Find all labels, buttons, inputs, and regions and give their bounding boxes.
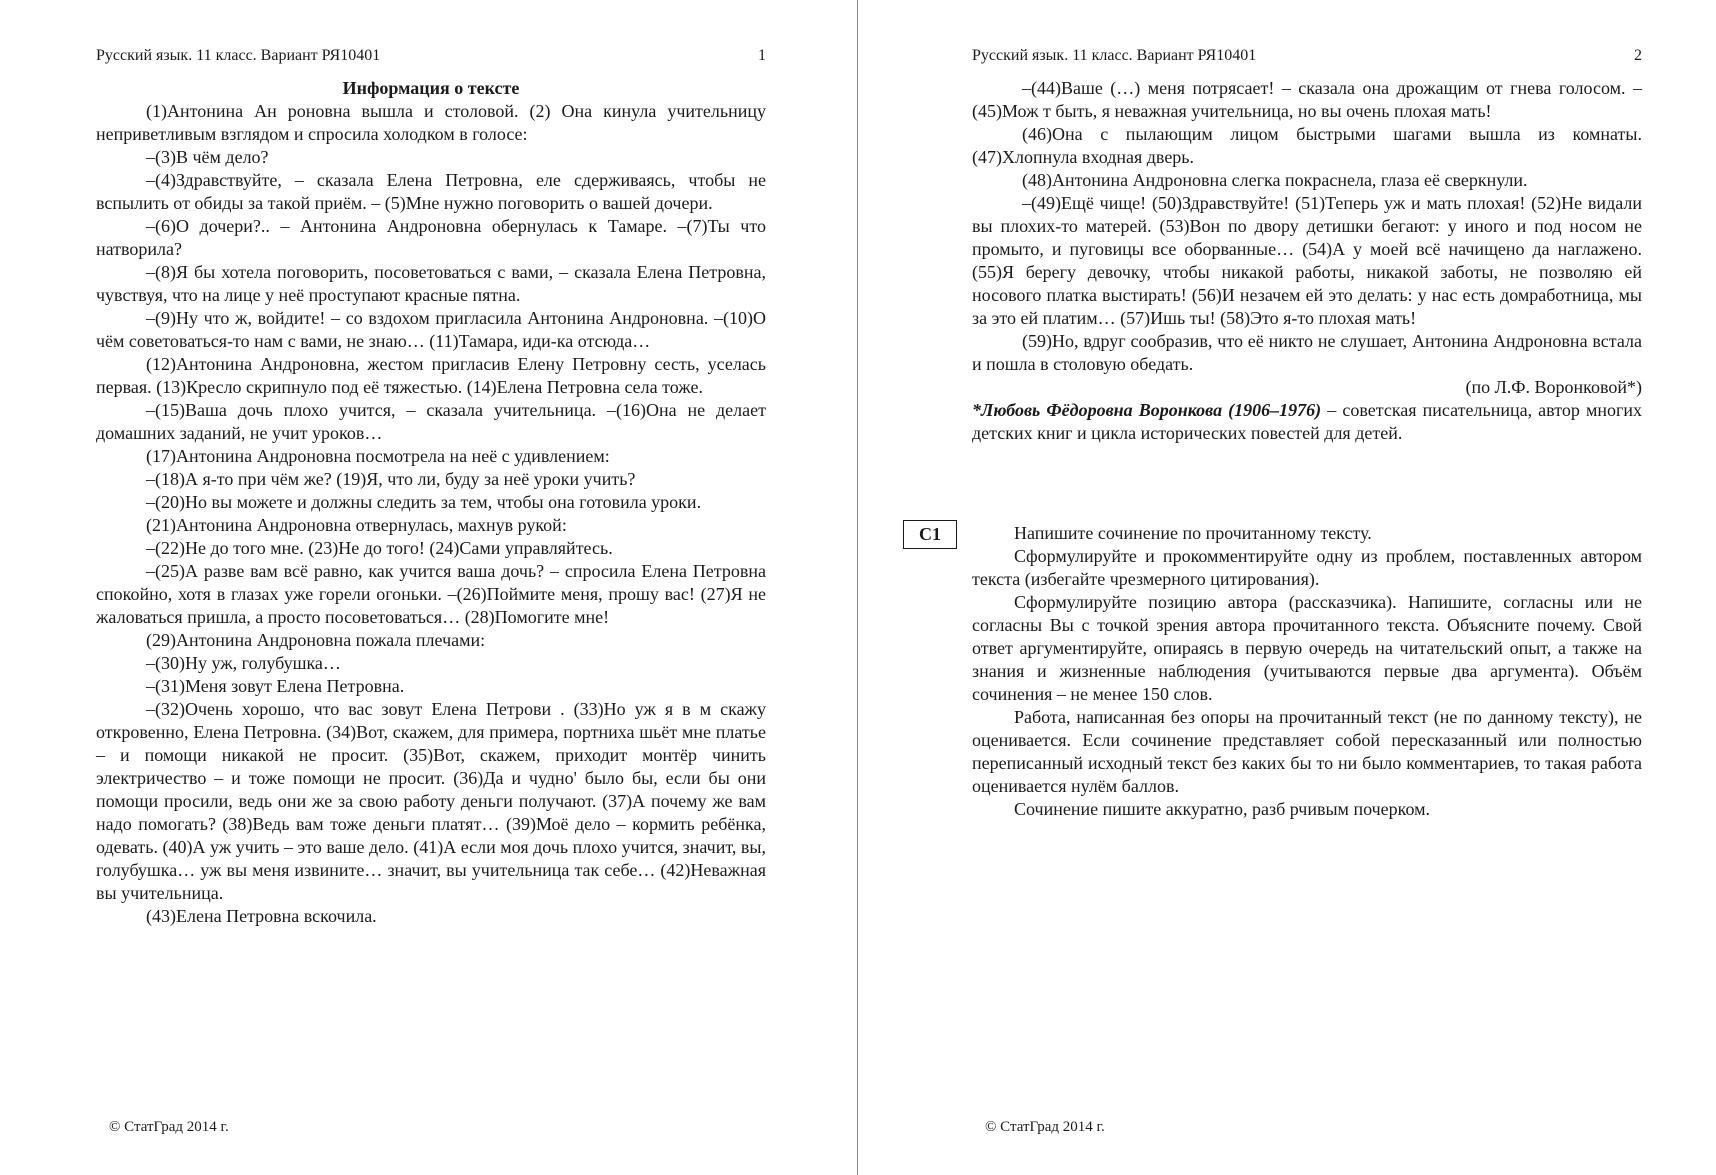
paragraph: (46)Она с пылающим лицом быстрыми шагами вышла из комнаты. (47)Хлопнула входная дверь. — [972, 124, 1642, 167]
source-attribution: (по Л.Ф. Воронковой*) — [1465, 377, 1642, 397]
page-number: 2 — [1634, 47, 1642, 64]
paragraph: –(30)Ну уж, голубушка… — [146, 653, 341, 673]
paragraph: –(22)Не до того мне. (23)Не до того! (24)Сами управляйтесь. — [146, 538, 613, 558]
footnote-author-name: *Любовь Фёдоровна Воронкова (1906–1976) — [972, 400, 1322, 420]
paragraph: –(25)А разве вам всё равно, как учится ваша дочь? – спросила Елена Петровна спокойно, хотя в глазах уже горели огоньки. –(26)Поймите меня, прошу вас! (27)Я не жаловаться пришла, а просто посоветоваться… (28)Помогите мне! — [96, 561, 766, 627]
header-subject: Русский язык. 11 класс. Вариант РЯ10401 — [96, 47, 381, 64]
task-paragraph: Сформулируйте позицию автора (рассказчика). Напишите, согласны или не согласны Вы с точкой зрения автора прочитанного текста. Объясните почему. Свой ответ аргументируйте, опираясь в первую очередь на читательский опыт, а также на знания и жизненные наблюдения (учитываются первые два аргумента). Объём сочинения – не менее 150 слов. — [972, 592, 1642, 704]
paragraph: (59)Но, вдруг сообразив, что её никто не слушает, Антонина Андроновна встала и пошла в столовую обедать. — [972, 331, 1642, 374]
paragraph: –(18)А я-то при чём же? (19)Я, что ли, буду за неё уроки учить? — [146, 469, 636, 489]
paragraph: –(31)Меня зовут Елена Петровна. — [146, 676, 405, 696]
page-header — [972, 46, 1642, 66]
paragraph: –(44)Ваше (…) меня потрясает! – сказала она дрожащим от гнева голосом. –(45)Мож т быть, я неважная учительница, но вы очень плохая мать! — [972, 78, 1642, 121]
task-paragraph: Сформулируйте и прокомментируйте одну из проблем, поставленных автором текста (избегайте чрезмерного цитирования). — [972, 546, 1642, 589]
paragraph: –(6)О дочери?.. – Антонина Андроновна обернулась к Тамаре. –(7)Ты что натворила? — [96, 216, 766, 259]
text-body — [972, 77, 1642, 445]
page-footer: © СтатГрад 2014 г. — [109, 1119, 229, 1135]
task-paragraph: Сочинение пишите аккуратно, разб рчивым почерком. — [1014, 799, 1431, 819]
page-divider — [857, 0, 858, 1175]
task-paragraph: Напишите сочинение по прочитанному тексту. — [1014, 523, 1372, 543]
paragraph: (17)Антонина Андроновна посмотрела на неё с удивлением: — [146, 446, 610, 466]
paragraph: (43)Елена Петровна вскочила. — [146, 906, 377, 926]
section-title: Информация о тексте — [342, 78, 520, 98]
paragraph: –(4)Здравствуйте, – сказала Елена Петровна, еле сдерживаясь, чтобы не вспылить от обиды за такой приём. – (5)Мне нужно поговорить о вашей дочери. — [96, 170, 766, 213]
page-header — [96, 46, 766, 66]
paragraph: (12)Антонина Андроновна, жестом пригласив Елену Петровну сесть, уселась первая. (13)Кресло скрипнуло под её тяжестью. (14)Елена Петровна села тоже. — [96, 354, 766, 397]
header-subject: Русский язык. 11 класс. Вариант РЯ10401 — [972, 47, 1257, 64]
paragraph: (29)Антонина Андроновна пожала плечами: — [146, 630, 486, 650]
paragraph: –(32)Очень хорошо, что вас зовут Елена Петрови . (33)Но уж я в м скажу откровенно, Елена Петровна. (34)Вот, скажем, для примера, портниха шьёт мне платье – и помощи никакой не просит. (35)Вот, скажем, приходит монтёр чинить электричество – и тоже помощи не просит. (36)Да и чудно' было бы, если бы они помощи просили, ведь они же за свою работу деньги получают. (37)А почему же вам надо помогать? (38)Ведь вам тоже деньги платят… (39)Моё дело – кормить ребёнка, одевать. (40)А уж учить – это ваше дело. (41)А если моя дочь плохо учится, значит, вы, голубушка… уж вы меня извините… значит, вы учительница так себе… (42)Неважная вы учительница. — [96, 699, 766, 903]
paragraph: (48)Антонина Андроновна слегка покраснела, глаза её сверкнули. — [1022, 170, 1528, 190]
paragraph: –(9)Ну что ж, войдите! – со вздохом пригласила Антонина Андроновна. –(10)О чём советоваться-то нам с вами, не знаю… (11)Тамара, иди-ка отсюда… — [96, 308, 766, 351]
paragraph: –(49)Ещё чище! (50)Здравствуйте! (51)Теперь уж и мать плохая! (52)Не видали вы плохих-то матерей. (53)Вон по двору детишки бегают: у иного и под носом не промыто, и пуговицы все оборванные… (54)А у моей всё начищено да наглажено. (55)Я берегу девочку, чтобы никакой работы, никакой заботы, не позволяю ей носового платка выстирать! (56)И незачем ей это делать: у нас есть домработница, мы за это ей платим… (57)Ишь ты! (58)Это я-то плохая мать! — [972, 193, 1642, 328]
document-page-1 — [0, 0, 857, 1175]
paragraph: (1)Антонина Ан роновна вышла и столовой. (2) Она кинула учительницу неприветливым взглядом и спросила холодком в голосе: — [96, 101, 766, 144]
text-body — [96, 77, 766, 928]
page-footer: © СтатГрад 2014 г. — [985, 1119, 1105, 1135]
paragraph: (21)Антонина Андроновна отвернулась, махнув рукой: — [146, 515, 567, 535]
document-page-2 — [859, 0, 1716, 1175]
paragraph: –(15)Ваша дочь плохо учится, – сказала учительница. –(16)Она не делает домашних заданий, не учит уроков… — [96, 400, 766, 443]
paragraph: –(20)Но вы можете и должны следить за тем, чтобы она готовила уроки. — [146, 492, 702, 512]
page-number: 1 — [758, 47, 766, 64]
paragraph: –(8)Я бы хотела поговорить, посоветоваться с вами, – сказала Елена Петровна, чувствуя, что на лице у неё проступают красные пятна. — [96, 262, 766, 305]
footnote-text: – советская писательница, автор многих детских книг и цикла исторических повестей для детей. — [972, 400, 1642, 443]
task-instructions — [972, 522, 1642, 821]
task-label-c1: С1 — [903, 520, 957, 549]
task-paragraph: Работа, написанная без опоры на прочитанный текст (не по данному тексту), не оценивается. Если сочинение представляет собой пересказанный или полностью переписанный исходный текст без каких бы то ни было комментариев, то такая работа оценивается нулём баллов. — [972, 707, 1642, 796]
paragraph: –(3)В чём дело? — [146, 147, 269, 167]
author-footnote — [972, 399, 1642, 445]
